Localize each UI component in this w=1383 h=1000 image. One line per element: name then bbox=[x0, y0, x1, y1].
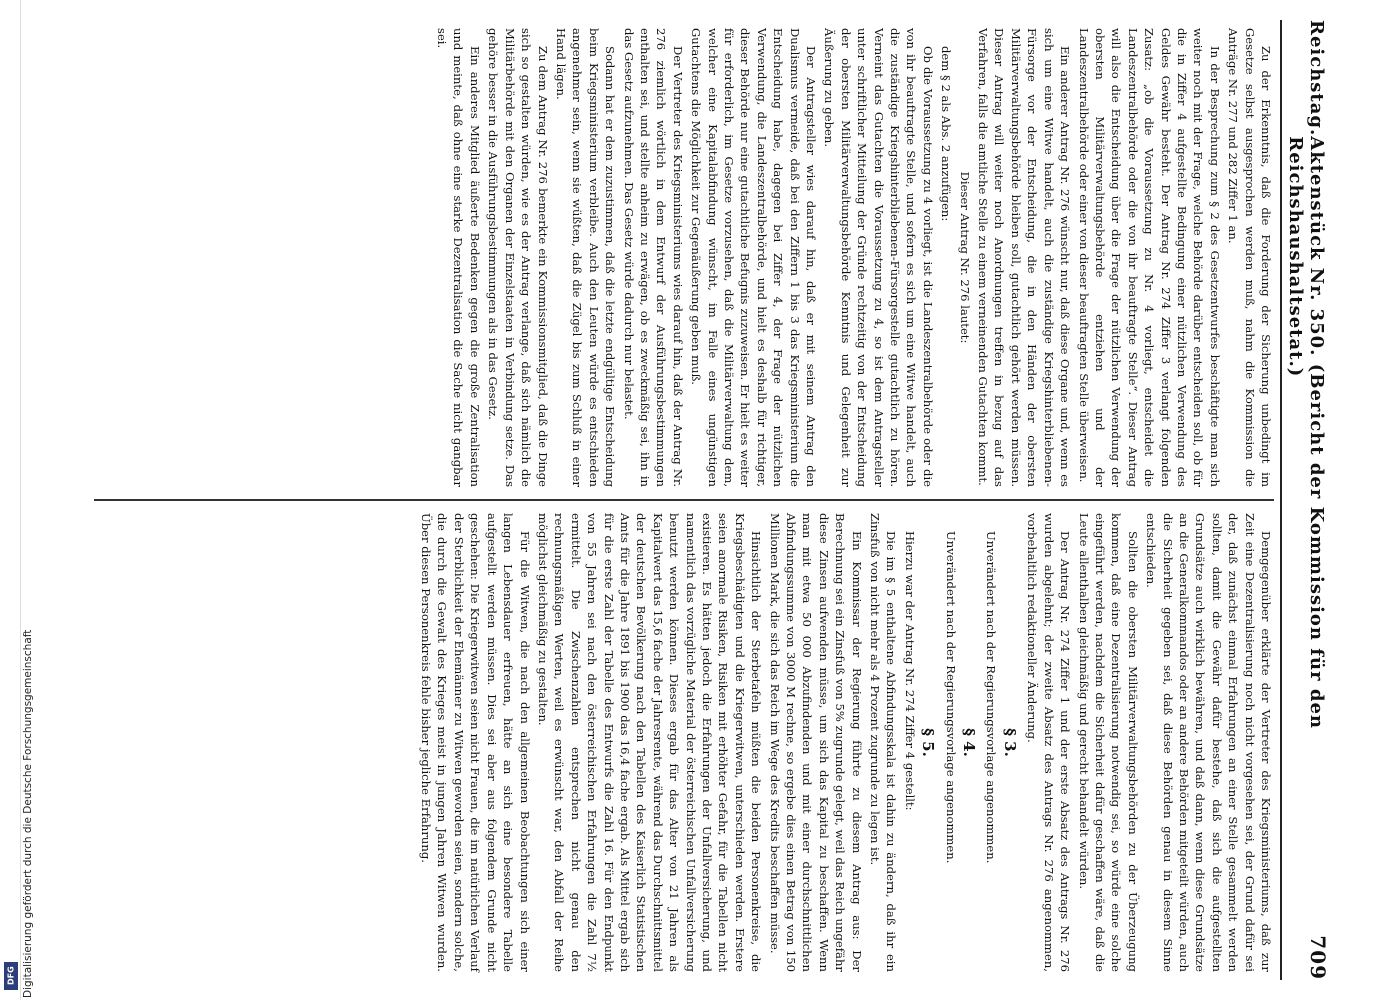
section-heading: § 5. bbox=[919, 728, 938, 757]
paragraph: Ein anderes Mitglied äußerte Bedenken gegen die große Zentralisation und meinte, daß ohne eine starke Dezentralisation die Sache nicht gangbar sei. bbox=[435, 28, 482, 488]
paragraph: Sodann hat er dem zuzustimmen, daß die letzte endgültige Entscheidung beim Kriegsministerium verbleibe. Auch den Leuten würde es entschieden angenehmer sein, wenn sie wüßten, daß die Zügel bis zum Schluß in einer Hand lägen. bbox=[553, 28, 618, 488]
digitization-credit: Digitalisierung gefördert durch die Deutsche Forschungsgemeinschaft bbox=[22, 629, 34, 998]
paragraph: Zu dem Antrag Nr. 276 bemerkte ein Kommissionsmitglied, daß die Dinge sich so gestalten würden, wie es der Antrag verlange, daß sich nämlich die Militärbehörde mit den Organen der Einzelstaaten in Verbindung setze. Das gehöre besser in die Ausführungsbestimmungen als in das Gesetz. bbox=[486, 28, 550, 488]
paragraph: Für die Witwen, die nach den allgemeinen Beobachtungen sich einer langen Lebensdauer erfreuen, hätte an sich eine besondere Tabelle aufgestellt werden müssen. Dies sei aber aus folgendem Grunde nicht geschehen: Die Kriegerwitwen seien nicht Frauen, die im natürlichen Verlauf der Sterblichkeit der Ehemänner zu Witwen geworden seien, sondern solche, die durch die Gewalt des Krieges meist in jungen Jahren Witwen wurden. Über diesen Personenkreis fehle bisher jegliche Erfahrung. bbox=[419, 512, 532, 972]
quoted-paragraph: Die im § 5 enthaltene Abfindungsskala ist dahin zu ändern, daß ihr ein Zinsfuß von nicht mehr als 4 Prozent zugrunde zu legen ist. bbox=[868, 512, 899, 972]
quoted-paragraph: Ob die Voraussetzung zu 4 vorliegt, ist die Landeszentralbehörde oder die von ihr beauftragte Stelle, und sofern es sich um eine Witwe handelt, auch die zuständige Kriegshinterbliebenen-Fürsorgestelle gutachtlich zu hören. Verneint das Gutachten die Voraussetzung zu 4, so ist dem Antragsteller unter schriftlicher Mitteilung der Gründe rechtzeitig von der Entscheidung der obersten Militärverwaltungsbehörde Kenntnis und Gelegenheit zur Äußerung zu geben. bbox=[822, 28, 935, 488]
columns bbox=[94, 20, 1274, 980]
paragraph: dem § 2 als Abs. 2 anzufügen: bbox=[939, 46, 954, 222]
paragraph: Der Vertreter des Kriegsministeriums wies darauf hin, daß der Antrag Nr. 276 ziemlich wörtlich in dem Entwurf der Ausführungsbestimmungen enthalten sei, und stellte anheim zu erwägen, ob es zweckmäßig sei, ihn in das Gesetz aufzunehmen. Das Gesetz würde dadurch nur belastet. bbox=[621, 28, 685, 488]
paragraph: In der Besprechung zum § 2 des Gesetzentwurfes beschäftigte man sich weiter noch mit der Frage, welche Behörde darüber entscheiden soll, ob für die in Ziffer 4 aufgestellte Bedingung einer nützlichen Verwendung des Geldes Gewähr besteht. Der Antrag Nr. 274 Ziffer 3 verlangt folgenden Zusatz: „ob die Voraussetzung zu Nr. 4 vorliegt, entscheidet die Landeszentralbehörde oder die von ihr beauftragte Stelle“. Dieser Antrag will also die Entscheidung über die Frage der nützlichen Verwendung der obersten Militärverwaltungsbehörde entziehen und der Landeszentralbehörde oder einer von dieser beauftragten Stelle überweisen. bbox=[1076, 28, 1222, 488]
rotated-text-block bbox=[70, 20, 1330, 980]
paragraph: Der Antragsteller wies darauf hin, daß er mit seinem Antrag den Dualismus vermeide, daß bei den Ziffern 1 bis 3 das Kriegsministerium die Entscheidung habe, dagegen bei Ziffer 4, der Frage der nützlichen Verwendung, die Landeszentralbehörde, und hielt es deshalb für richtiger, dieser Behörde nur eine gutachtliche Befugnis zuzuweisen. Er hielt es weiter für erforderlich, im Gesetze vorzusehen, daß die Militärverwaltung dem, welcher eine Kapitalabfindung wünscht, im Falle eines ungünstigen Gutachtens die Möglichkeit zur Gegenäußerung geben muß. bbox=[689, 28, 819, 488]
column-left bbox=[94, 20, 1274, 495]
section-heading: § 4. bbox=[960, 728, 979, 757]
paragraph: Sollten die obersten Militärverwaltungsbehörden zu der Überzeugung kommen, daß eine Dezentralisierung notwendig sei, so würde eine solche eingeführt werden, nachdem die Sicherheit dafür geschaffen wäre, daß die Leute allenthalben gleichmäßig und gerecht behandelt würden. bbox=[1076, 512, 1140, 972]
binding-edge bbox=[20, 0, 21, 1000]
dfg-logo: DFG bbox=[4, 962, 18, 990]
paragraph: Dieser Antrag Nr. 276 lautet: bbox=[957, 171, 972, 344]
page-number: 709 bbox=[1306, 935, 1330, 980]
paragraph: Unverändert nach der Regierungsvorlage angenommen. bbox=[984, 530, 999, 864]
header-left: Reichstag. bbox=[1306, 20, 1327, 137]
column-right bbox=[94, 505, 1274, 980]
page-header bbox=[1280, 20, 1330, 980]
section-heading: § 3. bbox=[1000, 728, 1019, 757]
paragraph: Demgegenüber erklärte der Vertreter des Kriegsministeriums, daß zur Zeit eine Dezentralisierung noch nicht vorgesehen sei, der Grund dafür sei der, daß zunächst einmal Erfahrungen an einer Stelle gesammelt werden sollten, damit die Gewähr dafür bestehe, daß sich die aufgestellten Grundsätze auch wirklich bewähren, und daß dann, wenn diese Grundsätze an die Generalkommandos oder an andere Behörden mitgeteilt würden, auch die Sicherheit gegeben sei, daß diese Behörden genau in diesem Sinne entschieden. bbox=[1144, 512, 1273, 972]
paragraph: Ein Kommissar der Regierung führte zu diesem Antrag aus: Der Berechnung sei ein Zinsfuß von 5% zugrunde gelegt, weil das Reich ungefähr diese Zinsen aufwenden müsse, um sich das Kapital zu beschaffen. Wenn man mit etwa 50 000 Abzufindenden und mit einer durchschnittlichen Abfindungssumme von 3000 M rechne, so ergebe dies einen Betrag von 150 Millionen Mark, die sich das Reich im Wege des Kredits beschaffen müsse. bbox=[767, 512, 864, 972]
paragraph: Zu der Erkenntnis, daß die Forderung der Sicherung unbedingt im Gesetze selbst ausgesprochen werden muß, nahm die Kommission die Anträge Nr. 277 und 282 Ziffer 1 an. bbox=[1226, 28, 1273, 488]
paragraph: Der Antrag Nr. 274 Ziffer 1 und der erste Absatz des Antrags Nr. 276 wurden abgelehnt; der zweite Absatz des Antrags Nr. 276 angenommen, vorbehaltlich redaktioneller Änderung. bbox=[1025, 512, 1073, 972]
paragraph: Ein anderer Antrag Nr. 276 wünscht nur, daß diese Organe und, wenn es sich um eine Witwe handelt, auch die zuständige Kriegshinterbliebenen-Fürsorge vor der Entscheidung, die in den Händen der obersten Militärverwaltungsbehörde bleiben soll, gutachtlich gehört werden müssen. Dieser Antrag will weiter noch Anordnungen treffen in bezug auf das Verfahren, falls die amtliche Stelle zu einem verneinenden Gutachten kommt. bbox=[976, 28, 1073, 488]
header-title: Aktenstück Nr. 350. (Bericht der Kommission für den Reichshaushaltsetat.) bbox=[1285, 136, 1327, 729]
paragraph: Unverändert nach der Regierungsvorlage angenommen. bbox=[943, 530, 958, 864]
column-rule bbox=[94, 499, 1274, 501]
paragraph: Hierzu war der Antrag Nr. 274 Ziffer 4 gestellt: bbox=[902, 530, 917, 811]
paragraph: Hinsichtlich der Sterbetafeln müßten die beiden Personenkreise, die Kriegsbeschädigten und die Kriegerwitwen, unterschieden werden. Erstere seien anormale Risiken, Risiken mit erhöhter Gefahr, für die Tabellen nicht existieren. Es hätten jedoch die Erfahrungen der Unfallversicherung, und namentlich das vorzügliche Material der österreichischen Unfallversicherung benutzt werden können. Dieses ergab für das Alter von 21 Jahren als Kapitalwert das 15,6 fache der Jahresrente, während das Durchschnittsmittel der deutschen Bevölkerung nach den Tabellen des Kaiserlich Statistischen Amts für die Jahre 1891 bis 1900 das 16,4 fache ergab. Als Mittel ergab sich für die erste Zahl der Tabelle des Entwurfs die Zahl 16. Für den Endpunkt von 55 Jahren sei nach den österreichischen Erfahrungen die Zahl 7½ ermittelt. Die Zwischenzahlen entsprechen nicht genau den rechnungsmäßigen Werten, weil es erwünscht war, den Abfall der Reihe möglichst gleichmäßig zu gestalten. bbox=[535, 512, 764, 972]
